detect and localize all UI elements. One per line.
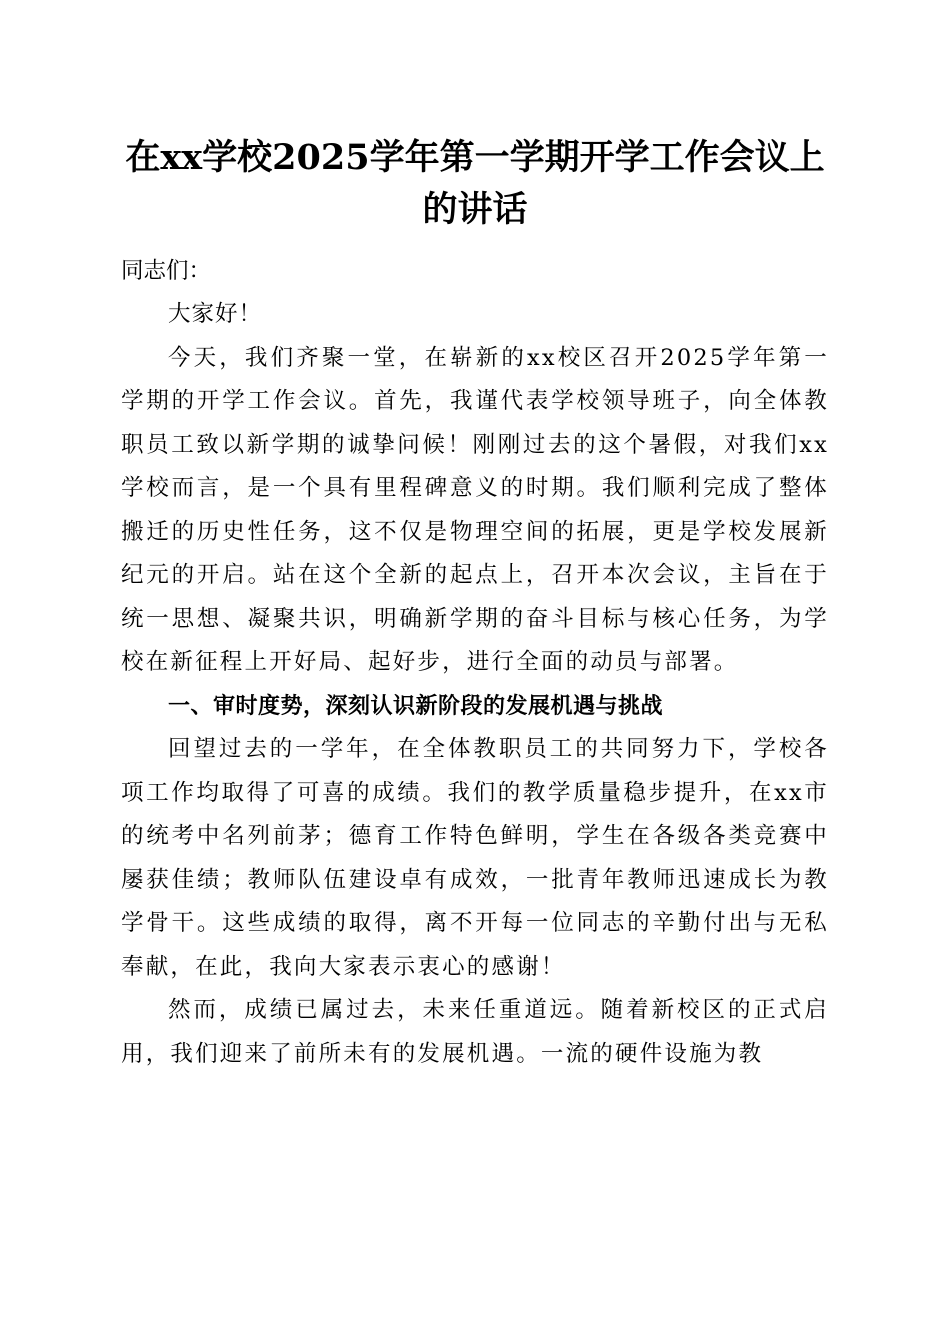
document-title: 在xx学校2025学年第一学期开学工作会议上的讲话 [125, 137, 825, 230]
paragraph-opening: 今天，我们齐聚一堂，在崭新的xx校区召开2025学年第一学期的开学工作会议。首先，我谨代表学校领导班子，向全体教职员工致以新学期的诚挚问候！刚刚过去的这个暑假，对我们xx学校而言，是一个具有里程碑意义的时期。我们顺利完成了整体搬迁的历史性任务，这不仅是物理空间的拓展，更是学校发展新纪元的开启。站在这个全新的起点上，召开本次会议，主旨在于统一思想、凝聚共识，明确新学期的奋斗目标与核心任务，为学校在新征程上开好局、起好步，进行全面的动员与部署。 [121, 344, 829, 675]
greeting: 大家好！ [168, 301, 263, 327]
section-heading-1: 一、审时度势，深刻认识新阶段的发展机遇与挑战 [168, 693, 664, 719]
document-body [121, 250, 829, 1076]
paragraph-review: 回望过去的一学年，在全体教职员工的共同努力下，学校各项工作均取得了可喜的成绩。我们的教学质量稳步提升，在xx市的统考中名列前茅；德育工作特色鲜明，学生在各级各类竞赛中屡获佳绩；教师队伍建设卓有成效，一批青年教师迅速成长为教学骨干。这些成绩的取得，离不开每一位同志的辛勤付出与无私奉献，在此，我向大家表示衷心的感谢！ [121, 736, 829, 980]
paragraph-opportunity: 然而，成绩已属过去，未来任重道远。随着新校区的正式启用，我们迎来了前所未有的发展机遇。一流的硬件设施为教 [121, 997, 829, 1067]
salutation: 同志们： [121, 258, 212, 284]
